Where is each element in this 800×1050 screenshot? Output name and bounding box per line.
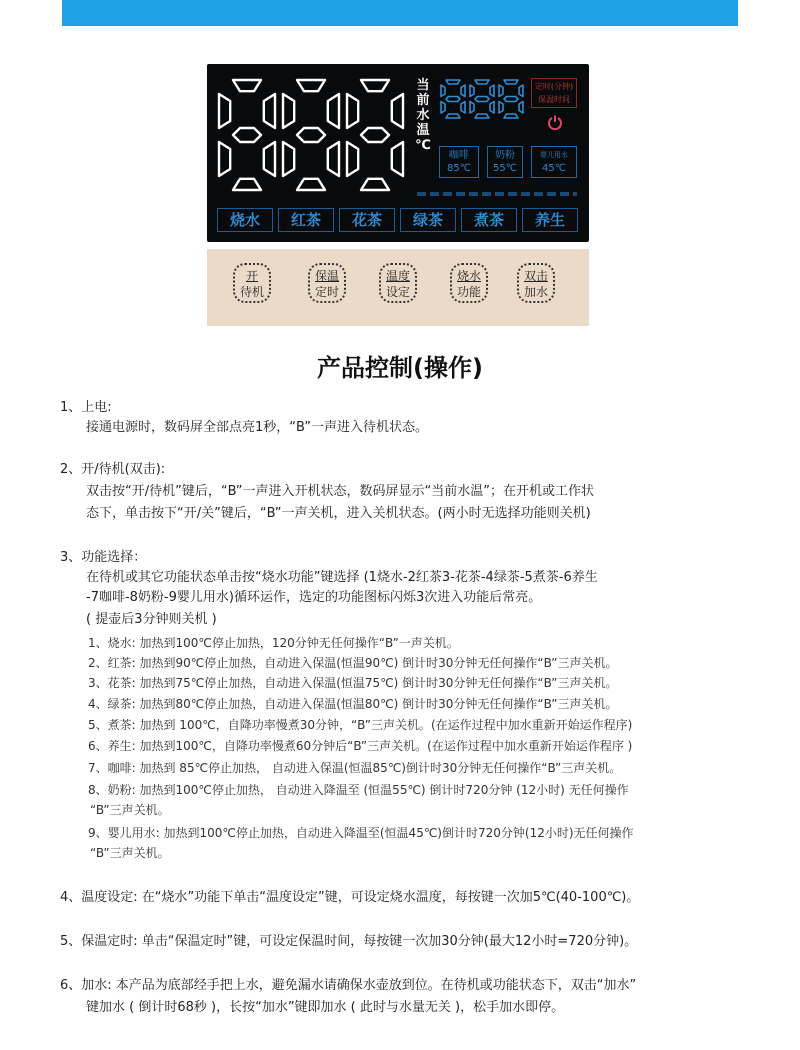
digit-segment bbox=[475, 114, 489, 118]
preset-coffee: 咖啡 85℃ bbox=[439, 146, 479, 178]
digit-segment bbox=[328, 94, 339, 128]
function-item: 5、煮茶: 加热到 100℃，自降功率慢煮30分钟，“B”三声关机。(在运作过程中加水重新开始运作程序) bbox=[88, 718, 633, 732]
control-button-panel bbox=[207, 249, 589, 326]
digit-segment bbox=[233, 80, 261, 91]
keep-warm-timer-button[interactable]: 保温 定时 bbox=[308, 263, 346, 303]
digit-segment bbox=[461, 102, 465, 114]
power-icon bbox=[547, 114, 563, 130]
function-item-cont: “B”三声关机。 bbox=[90, 846, 170, 860]
digit-segment bbox=[233, 179, 261, 190]
top-accent-bar bbox=[62, 0, 738, 26]
mode-boil-water: 烧水 bbox=[217, 208, 273, 232]
lcd-display bbox=[207, 64, 589, 242]
digit-segment bbox=[283, 142, 294, 176]
function-item: 8、奶粉: 加热到100℃停止加热， 自动进入降温至 (恒温55℃) 倒计时720分钟 (12小时) 无任何操作 bbox=[88, 783, 629, 797]
mode-black-tea: 红茶 bbox=[278, 208, 334, 232]
mode-health: 养生 bbox=[522, 208, 578, 232]
small-seven-segment-digits bbox=[439, 78, 527, 120]
digit-segment bbox=[361, 80, 389, 91]
mode-flower-tea: 花茶 bbox=[339, 208, 395, 232]
section-2-text-1: 双击按“开/待机”键后，“B”一声进入开机状态，数码屏显示“当前水温”；在开机或工作状 bbox=[86, 484, 594, 499]
function-item: 4、绿茶: 加热到80℃停止加热，自动进入保温(恒温80℃) 倒计时30分钟无任何操作“B”三声关机。 bbox=[88, 697, 618, 711]
digit-segment bbox=[297, 80, 325, 91]
temperature-setting-button[interactable]: 温度 设定 bbox=[379, 263, 417, 303]
lcd-dash-line bbox=[417, 192, 577, 196]
digit-segment bbox=[499, 102, 503, 114]
function-item: 6、养生: 加热到100℃，自降功率慢煮60分钟后“B”三声关机。(在运作过程中加水重新开始运作程序 ) bbox=[88, 739, 633, 753]
digit-segment bbox=[297, 179, 325, 190]
function-item: 3、花茶: 加热到75℃停止加热，自动进入保温(恒温75℃) 倒计时30分钟无任何操作“B”三声关机。 bbox=[88, 676, 618, 690]
function-item: 9、婴儿用水: 加热到100℃停止加热，自动进入降温至(恒温45℃)倒计时720分钟(12小时)无任何操作 bbox=[88, 826, 634, 840]
digit-segment bbox=[475, 97, 489, 102]
section-2-heading: 2、开/待机(双击): bbox=[60, 462, 166, 477]
function-item: 2、红茶: 加热到90℃停止加热，自动进入保温(恒温90℃) 倒计时30分钟无任何操作“B”三声关机。 bbox=[88, 656, 618, 670]
section-3-text-3: ( 提壶后3分钟则关机 ) bbox=[86, 612, 217, 627]
section-1-heading: 1、上电: bbox=[60, 400, 112, 415]
digit-segment bbox=[392, 94, 403, 128]
section-3-heading: 3、功能选择： bbox=[60, 550, 147, 565]
digit-segment bbox=[446, 114, 460, 118]
preset-baby-water: 婴儿用水 45℃ bbox=[531, 146, 577, 178]
section-4-text: 4、温度设定: 在“烧水”功能下单击“温度设定”键，可设定烧水温度，每按键一次加5℃(40-100℃)。 bbox=[60, 890, 640, 905]
digit-segment bbox=[504, 114, 518, 118]
function-item: 1、烧水: 加热到100℃停止加热，120分钟无任何操作“B”一声关机。 bbox=[88, 636, 459, 650]
big-seven-segment-digits bbox=[215, 76, 411, 194]
mode-brew-tea: 煮茶 bbox=[461, 208, 517, 232]
digit-segment bbox=[264, 94, 275, 128]
digit-segment bbox=[470, 85, 474, 97]
digit-segment bbox=[219, 94, 230, 128]
digit-segment bbox=[283, 94, 294, 128]
current-water-temp-label: 当 前 水 温 ℃ bbox=[415, 78, 431, 153]
function-item-cont: “B”三声关机。 bbox=[90, 803, 170, 817]
timer-label-box: 定时(分钟) 保温时间 bbox=[531, 78, 577, 108]
section-6-text-2: 键加水 ( 倒计时68秒 )，长按“加水”键即加水 ( 此时与水量无关 )，松手加水即停。 bbox=[86, 1000, 565, 1015]
page-title: 产品控制(操作) bbox=[317, 354, 483, 382]
digit-segment bbox=[446, 97, 460, 102]
digit-segment bbox=[297, 128, 325, 142]
section-3-text-2: -7咖啡-8奶粉-9婴儿用水)循环运作，选定的功能图标闪烁3次进入功能后常亮。 bbox=[86, 590, 542, 605]
function-item: 7、咖啡: 加热到 85℃停止加热， 自动进入保温(恒温85℃)倒计时30分钟无任何操作“B”三声关机。 bbox=[88, 761, 622, 775]
digit-segment bbox=[519, 102, 523, 114]
section-5-text: 5、保温定时: 单击“保温定时”键，可设定保温时间，每按键一次加30分钟(最大12小时=720分钟)。 bbox=[60, 934, 638, 949]
digit-segment bbox=[441, 102, 445, 114]
digit-segment bbox=[328, 142, 339, 176]
digit-segment bbox=[264, 142, 275, 176]
digit-segment bbox=[504, 97, 518, 102]
section-2-text-2: 态下，单击按下“开/关”键后，“B”一声关机，进入关机状态。(两小时无选择功能则关机) bbox=[86, 506, 591, 521]
digit-segment bbox=[361, 179, 389, 190]
digit-segment bbox=[361, 128, 389, 142]
digit-segment bbox=[490, 85, 494, 97]
digit-segment bbox=[233, 128, 261, 142]
mode-indicator-row bbox=[217, 208, 581, 232]
section-6-text-1: 6、加水: 本产品为底部经手把上水，避免漏水请确保水壶放到位。在待机或功能状态下，双击“加水” bbox=[60, 978, 637, 993]
digit-segment bbox=[475, 80, 489, 84]
digit-segment bbox=[219, 142, 230, 176]
digit-segment bbox=[470, 102, 474, 114]
digit-segment bbox=[504, 80, 518, 84]
digit-segment bbox=[490, 102, 494, 114]
mode-green-tea: 绿茶 bbox=[400, 208, 456, 232]
boil-function-button[interactable]: 烧水 功能 bbox=[450, 263, 488, 303]
digit-segment bbox=[446, 80, 460, 84]
preset-milk-powder: 奶粉 55℃ bbox=[487, 146, 523, 178]
power-standby-button[interactable]: 开 待机 bbox=[233, 263, 271, 303]
digit-segment bbox=[461, 85, 465, 97]
digit-segment bbox=[519, 85, 523, 97]
section-3-text-1: 在待机或其它功能状态单击按“烧水功能”键选择 (1烧水-2红茶3-花茶-4绿茶-5煮茶-6养生 bbox=[86, 570, 598, 585]
section-1-text: 接通电源时，数码屏全部点亮1秒，“B”一声进入待机状态。 bbox=[86, 420, 428, 435]
digit-segment bbox=[392, 142, 403, 176]
digit-segment bbox=[347, 94, 358, 128]
add-water-button[interactable]: 双击 加水 bbox=[517, 263, 555, 303]
digit-segment bbox=[347, 142, 358, 176]
digit-segment bbox=[441, 85, 445, 97]
digit-segment bbox=[499, 85, 503, 97]
